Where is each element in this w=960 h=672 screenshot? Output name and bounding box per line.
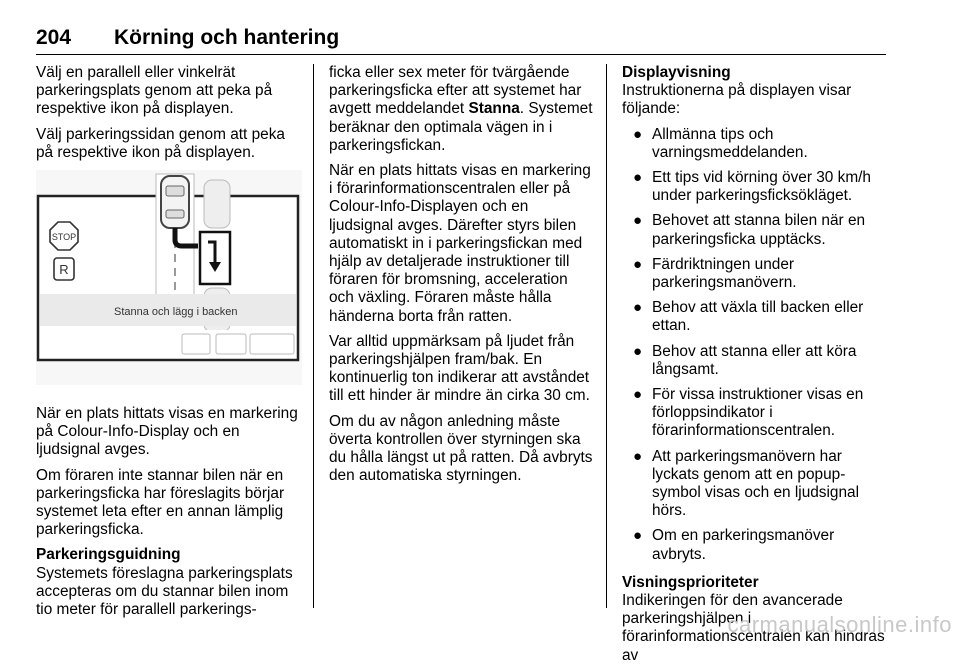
display-illustration <box>36 170 302 385</box>
section-heading: Parkeringsguidning <box>36 546 181 564</box>
parking-mode-icon <box>182 334 210 354</box>
paragraph: Indikeringen för den avancerade parkeringshjälpen i förarinformationscentralen kan hindras av <box>622 592 885 664</box>
column-2 <box>329 64 595 492</box>
list-item-text: Behov att växla till backen eller ettan. <box>652 299 864 335</box>
column-divider-1 <box>313 64 314 608</box>
bullet-icon: ● <box>633 212 643 230</box>
paragraph: Om föraren inte stannar bilen när en parkeringsficka har föreslagits börjar systemet leta efter en annan lämplig parkeringsficka. <box>36 466 285 539</box>
column-divider-2 <box>606 64 607 608</box>
list-item <box>622 448 890 521</box>
bullet-icon: ● <box>633 386 643 404</box>
car-icon <box>161 176 189 228</box>
bullet-list <box>622 126 890 564</box>
bullet-icon: ● <box>633 169 643 187</box>
chapter-title: Körning och hantering <box>114 26 340 49</box>
text-run: ficka eller sex meter för tvärgående parkeringsficka efter att systemet har avgett meddelandet <box>329 64 582 118</box>
page-number: 204 <box>36 26 72 49</box>
column-1 <box>36 64 302 626</box>
parking-space-icon <box>200 232 230 284</box>
section-heading: Displayvisning <box>622 64 731 81</box>
list-item <box>622 169 890 205</box>
list-item <box>622 343 890 379</box>
paragraph: Välj parkeringssidan genom att peka på respektive ikon på displayen. <box>36 125 285 161</box>
parking-mode-icon <box>216 334 246 354</box>
list-item <box>622 299 890 335</box>
section-heading: Visningsprioriteter <box>622 573 759 591</box>
bullet-icon: ● <box>633 447 643 465</box>
list-item-text: Ett tips vid körning över 30 km/h under parkeringsficksökläget. <box>652 169 871 205</box>
text-run: . Systemet beräknar den optimala vägen in i parkeringsfickan. <box>329 100 593 154</box>
list-item-text: Att parkeringsmanövern har lyckats genom att en popup-symbol visas och en ljudsignal hörs. <box>652 447 860 520</box>
list-item <box>622 527 890 563</box>
column-3 <box>622 64 890 672</box>
list-item <box>622 212 890 248</box>
paragraph: Om du av någon anledning måste överta kontrollen över styrningen ska du hålla längst ut på ratten. Då avbryts den automatiska styrningen. <box>329 412 593 485</box>
list-item-text: Behov att stanna eller att köra långsamt. <box>652 342 857 378</box>
page-header <box>36 26 886 55</box>
display-illustration-svg <box>36 170 302 385</box>
list-item <box>622 386 890 441</box>
list-item-text: Behovet att stanna bilen när en parkeringsficka upptäcks. <box>652 212 866 248</box>
list-item-text: Om en parkeringsmanöver avbryts. <box>652 527 835 563</box>
paragraph: När en plats hittats visas en markering i förarinformationscentralen eller på Colour-Info-Displayen och en ljudsignal avges. Därefter styrs bilen automatiskt in i parkeringsfickan med hjälp av detaljerade instruktioner till föraren för bromsning, acceleration och växling. Föraren måste hålla händerna borta från ratten. <box>329 162 591 325</box>
svg-text:STOP: STOP <box>51 232 77 243</box>
parked-car-icon <box>204 180 230 228</box>
bullet-icon: ● <box>633 125 643 143</box>
list-item-text: För vissa instruktioner visas en förloppsindikator i förarinformationscentralen. <box>652 386 864 440</box>
paragraph: Välj en parallell eller vinkelrät parkeringsplats genom att peka på respektive ikon på displayen. <box>36 64 273 118</box>
paragraph <box>329 64 595 155</box>
message-name: Stanna <box>468 100 520 118</box>
watermark: carmanualsonline.info <box>727 612 952 637</box>
list-item <box>622 256 890 292</box>
parking-side-icon <box>250 334 294 354</box>
list-item-text: Färdriktningen under parkeringsmanövern. <box>652 255 797 292</box>
paragraph: Systemets föreslagna parkeringsplats accepteras om du stannar bilen inom tio meter för parallell parkerings- <box>36 564 293 619</box>
stop-sign-icon <box>50 222 78 250</box>
list-item <box>622 126 890 162</box>
svg-text:R: R <box>59 262 69 278</box>
instruction-text: Stanna och lägg i backen <box>114 306 238 319</box>
bullet-icon: ● <box>633 527 643 545</box>
paragraph: Instruktionerna på displayen visar följande: <box>622 82 852 118</box>
paragraph: När en plats hittats visas en markering på Colour-Info-Display och en ljudsignal avges. <box>36 405 298 459</box>
bullet-icon: ● <box>633 255 643 273</box>
reverse-gear-icon <box>54 258 74 280</box>
paragraph: Var alltid uppmärksam på ljudet från parkeringshjälpen fram/bak. En kontinuerlig ton indikerar att avståndet till ett hinder är mindre än cirka 30 cm. <box>329 332 590 405</box>
list-item-text: Allmänna tips och varningsmeddelanden. <box>652 125 808 161</box>
bullet-icon: ● <box>633 299 643 317</box>
bullet-icon: ● <box>633 342 643 360</box>
